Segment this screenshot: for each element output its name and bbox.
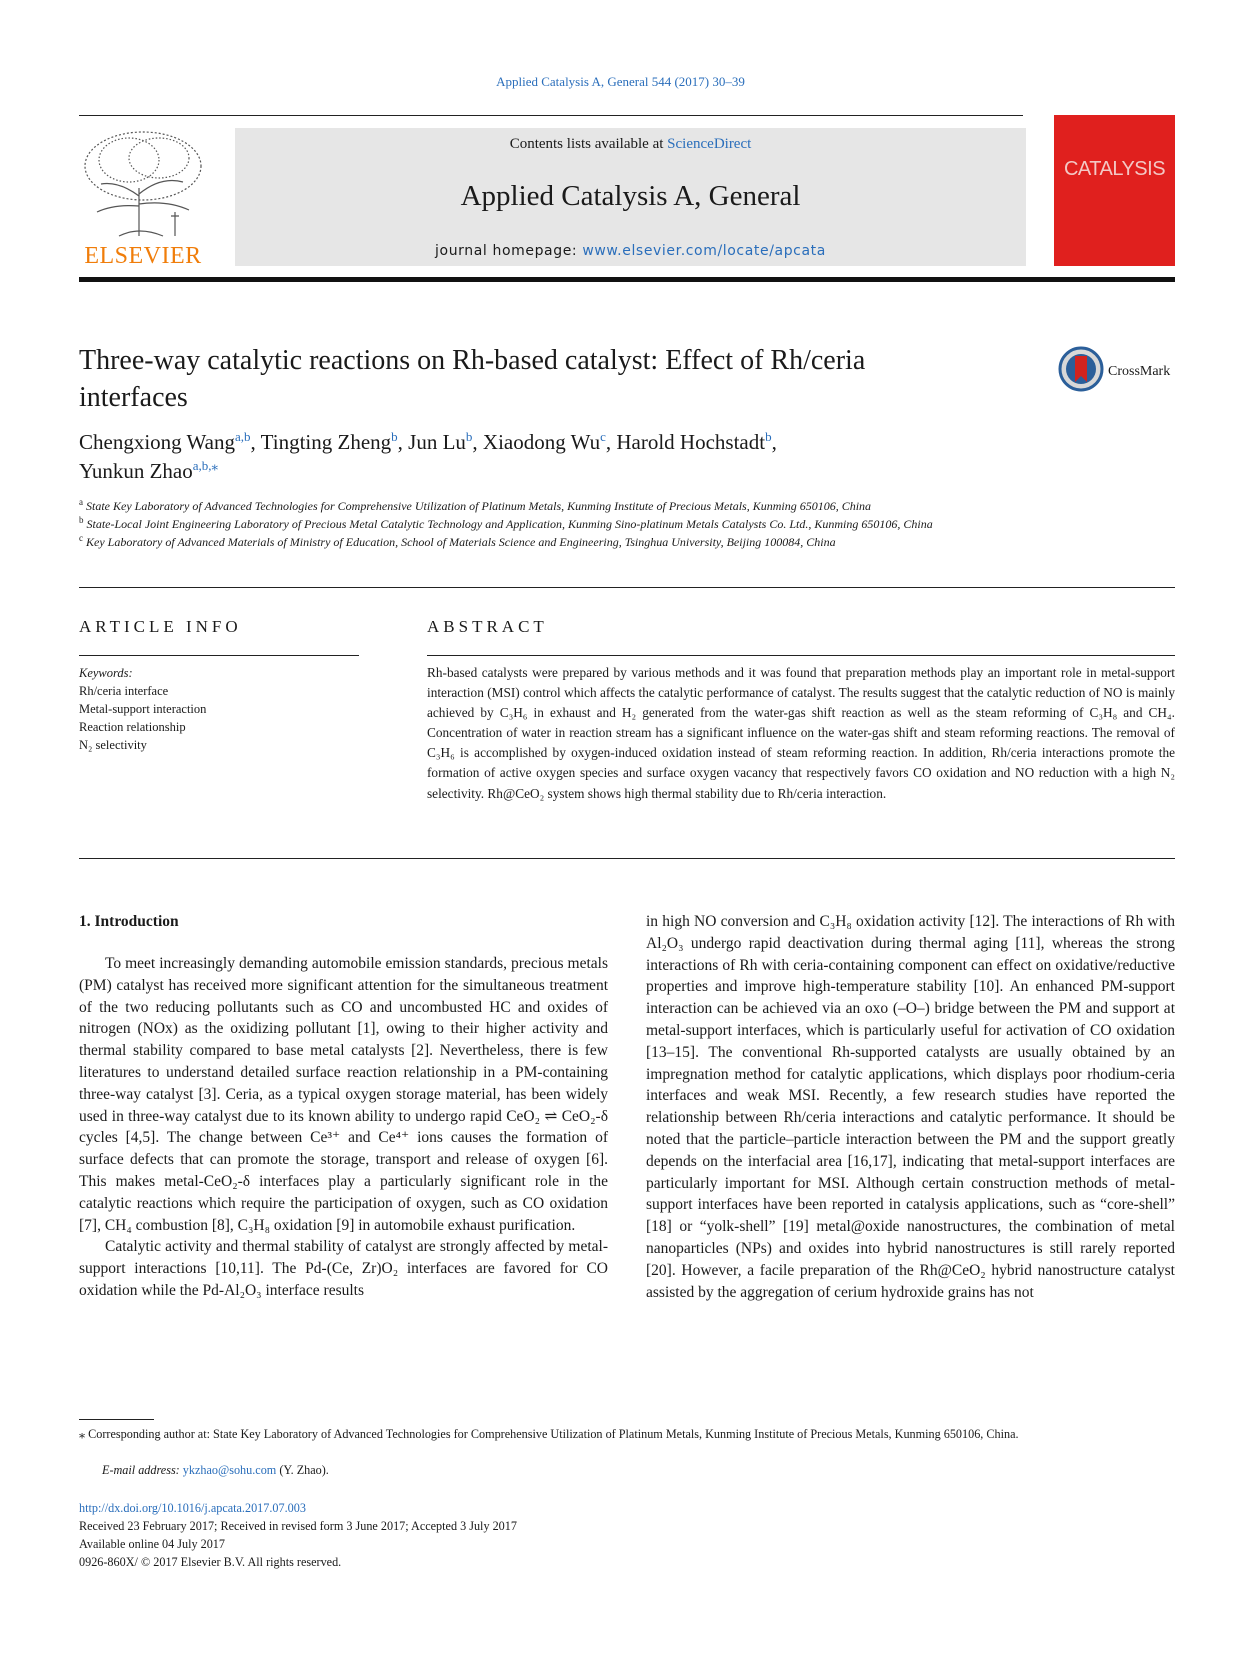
available-online: Available online 04 July 2017 <box>79 1537 225 1551</box>
affiliation-b <box>79 515 1039 533</box>
author-name[interactable]: Tingting Zheng <box>260 430 392 454</box>
author-affiliation-mark[interactable]: c <box>600 429 606 444</box>
keyword-item: N₂ selectivity <box>79 738 147 752</box>
homepage-line <box>235 243 1026 259</box>
author-affiliation-mark[interactable]: b <box>765 429 772 444</box>
author-name[interactable]: Yunkun Zhao <box>79 459 193 483</box>
abstract-text: Rh-based catalysts were prepared by various methods and it was found that preparation methods play an important role in metal-support interaction (MSI) control which affects the catalytic performance of catalyst. The results suggest that the catalytic reduction of NO is mainly achieved by C₃H₆ in exhaust and H₂ generated from the water-gas shift reaction as well as the steam reforming of C₃H₈ and CH₄. Concentration of water in reaction stream has a significant influence on the water-gas shift and steam reforming reactions. The removal of C₃H₆ is accomplished by oxygen-induced oxidation instead of steam reforming reaction. In addition, Rh/ceria interactions promote the formation of active oxygen species and surface oxygen vacancy that respectively favors CO oxidation and NO reduction with a high N₂ selectivity. Rh@CeO₂ system shows high thermal stability due to Rh/ceria interaction. <box>427 665 1175 801</box>
keywords-label: Keywords: <box>79 666 133 680</box>
affiliation-mark: b <box>79 515 84 525</box>
affiliation-rule <box>79 587 1175 588</box>
body-column-left <box>79 953 608 1302</box>
affiliation-text: State-Local Joint Engineering Laboratory of Precious Metal Catalytic Technology and Application, Kunming Sino-platinum Metals Catalysts Co. Ltd., Kunming 650106, China <box>86 517 933 531</box>
contents-line <box>235 136 1026 153</box>
keyword-item: Reaction relationship <box>79 720 186 734</box>
affiliations <box>79 497 1039 551</box>
header-rule <box>79 115 1023 116</box>
cover-title: CATALYSIS <box>1063 158 1166 180</box>
keyword-item: Metal-support interaction <box>79 702 207 716</box>
homepage-link[interactable]: www.elsevier.com/locate/apcata <box>582 243 826 259</box>
copyright-line: 0926-860X/ © 2017 Elsevier B.V. All rights reserved. <box>79 1555 342 1569</box>
author-name[interactable]: Xiaodong Wu <box>482 430 601 454</box>
affiliation-a <box>79 497 1039 515</box>
body-column-right <box>646 911 1175 1303</box>
article-info-heading: ARTICLE INFO <box>79 617 242 636</box>
author-affiliation-mark[interactable]: b <box>465 429 473 444</box>
contents-prefix: Contents lists available at <box>509 136 668 152</box>
elsevier-wordmark: ELSEVIER <box>84 243 202 269</box>
crossmark-label: CrossMark <box>1108 364 1171 379</box>
author-affiliation-mark[interactable]: a,b,⁎ <box>192 458 219 473</box>
article-info-rule <box>79 655 359 656</box>
affiliation-text: State Key Laboratory of Advanced Technologies for Comprehensive Utilization of Platinum Metals, Kunming Institute of Precious Metals, Kunming 650106, China <box>86 499 872 513</box>
abstract-bottom-rule <box>79 858 1175 859</box>
journal-banner <box>235 128 1026 266</box>
header-thick-rule <box>79 277 1175 282</box>
author-name[interactable]: Chengxiong Wang <box>79 430 235 454</box>
author-affiliation-mark[interactable]: a,b <box>235 429 251 444</box>
journal-reference[interactable]: Applied Catalysis A, General 544 (2017) 30–39 <box>496 74 745 89</box>
crossmark-icon <box>1058 346 1104 392</box>
received-dates: Received 23 February 2017; Received in revised form 3 June 2017; Accepted 3 July 2017 <box>79 1519 517 1533</box>
email-link[interactable]: ykzhao@sohu.com <box>182 1463 277 1477</box>
sciencedirect-link[interactable]: ScienceDirect <box>667 136 752 152</box>
abstract-heading: ABSTRACT <box>427 617 548 636</box>
email-label: E-mail address: <box>102 1463 183 1477</box>
affiliation-mark: c <box>79 533 83 543</box>
author-name[interactable]: Harold Hochstadt <box>616 430 766 454</box>
author-affiliation-mark[interactable]: b <box>391 429 398 444</box>
author-name[interactable]: Jun Lu <box>408 430 466 454</box>
corresponding-author-note: ⁎ Corresponding author at: State Key Laboratory of Advanced Technologies for Comprehensive Utilization of Platinum Metals, Kunming Institute of Precious Metals, Kunming 650106, China. <box>79 1427 1019 1441</box>
affiliation-text: Key Laboratory of Advanced Materials of Ministry of Education, School of Materials Science and Engineering, Tsinghua University, Beijing 100084, China <box>86 535 836 549</box>
homepage-prefix: journal homepage: <box>435 243 583 259</box>
section-heading-introduction: 1. Introduction <box>79 913 179 930</box>
affiliation-mark: a <box>79 497 83 507</box>
keywords-list <box>79 664 359 754</box>
abstract-rule <box>427 655 1175 656</box>
footnote-rule <box>79 1419 154 1420</box>
doi-link[interactable]: http://dx.doi.org/10.1016/j.apcata.2017.07.003 <box>79 1501 306 1515</box>
journal-cover[interactable] <box>1054 115 1175 266</box>
publication-details <box>79 1499 779 1571</box>
author-list: Chengxiong Wang$^{a,b}$, Tingting Zheng$^b$, Jun Lu$^b$, Xiaodong Wu$^c$, Harold Hochstadt$^b$, Yunkun Zhao$^{a,b,⁎}$ <box>79 429 777 483</box>
journal-name: Applied Catalysis A, General <box>460 180 801 212</box>
body-paragraph: in high NO conversion and C₃H₈ oxidation activity [12]. The interactions of Rh with Al₂O₃ undergo rapid deactivation during thermal aging [11], whereas the strong interactions of Rh with ceria-containing component can effect on oxidative/reductive properties and improve high-temperature stability [10]. An enhanced PM-support interaction can be achieved via an oxo (–O–) bridge between the PM and support at metal-support interfaces, which is particularly useful for activation of CO oxidation [13–15]. The conventional Rh-supported catalysts are usually obtained by an impregnation method for catalytic applications, which displays poor rhodium-ceria interfaces and weak MSI. Recently, a few research studies have reported the relationship between Rh/ceria interactions and catalytic performance. It should be noted that the particle–particle interaction between the PM and the support greatly depends on the interfacial area [16,17], indicating that metal-support interfaces are particularly important for MSI. Although certain construction methods of metal-support interfaces have been reported in catalysis applications, such as “core-shell” [18] or “yolk-shell” [19] metal@oxide nanostructures, the combination of metal nanoparticles (NPs) and oxides into hybrid nanostructures is still rarely reported [20]. However, a facile preparation of the Rh@CeO₂ hybrid nanostructure catalyst assisted by the aggregation of cerium hydroxide grains has not <box>646 913 1175 1301</box>
article-title: Three-way catalytic reactions on Rh-based catalyst: Effect of Rh/ceria interfaces <box>79 345 866 413</box>
email-suffix: (Y. Zhao). <box>276 1463 329 1477</box>
body-paragraph: Catalytic activity and thermal stability of catalyst are strongly affected by metal-support interactions [10,11]. The Pd-(Ce, Zr)O₂ interfaces are favored for CO oxidation while the Pd-Al₂O₃ interface results <box>79 1238 608 1299</box>
email-line <box>102 1463 329 1478</box>
keyword-item: Rh/ceria interface <box>79 684 169 698</box>
body-paragraph: To meet increasingly demanding automobile emission standards, precious metals (PM) catalyst has received more significant attention for the simultaneous treatment of the two reducing pollutants such as CO and uncombusted HC and oxides of nitrogen (NOx) as the oxidizing pollutant [1], owing to their higher activity and thermal stability compared to base metal catalysts [2]. Nevertheless, there is few literatures to understand detailed surface reaction relationship in a PM-containing three-way catalyst [3]. Ceria, as a typical oxygen storage material, has been widely used in three-way catalyst due to its known ability to undergo rapid CeO₂ ⇌ CeO₂-δ cycles [4,5]. The change between Ce³⁺ and Ce⁴⁺ ions causes the formation of surface defects that can promote the storage, transport and release of oxygen [6]. This makes metal-CeO₂-δ interfaces play a particularly significant role in the catalytic reactions which require the participation of oxygen, such as CO oxidation [7], CH₄ combustion [8], C₃H₈ oxidation [9] in automobile exhaust purification. <box>79 955 608 1234</box>
affiliation-c <box>79 533 1039 551</box>
